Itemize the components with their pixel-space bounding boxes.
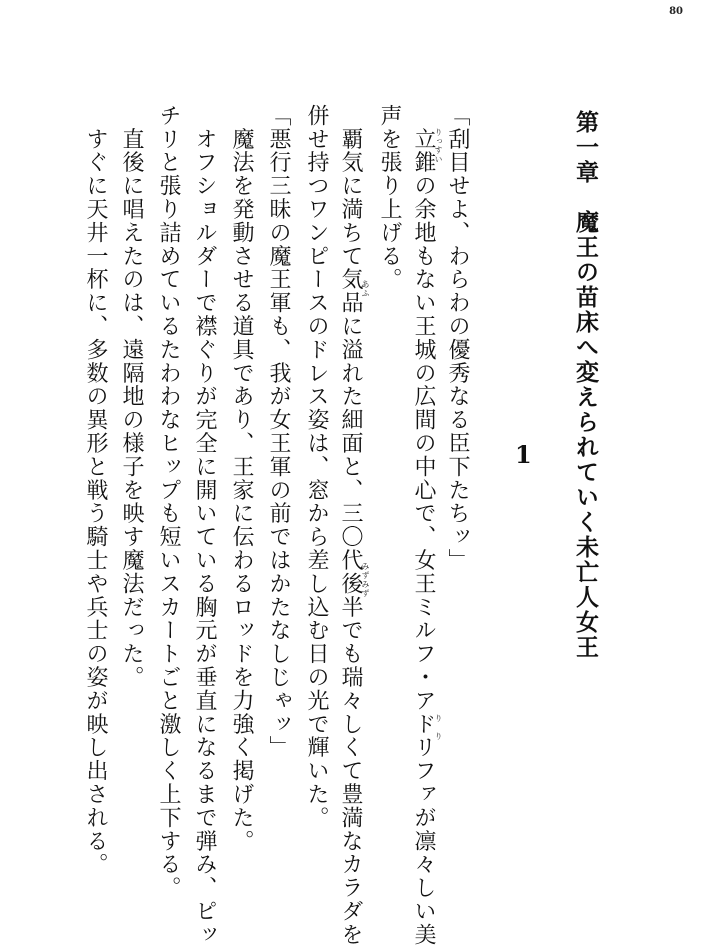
ruby-rissui: りっすい bbox=[434, 128, 443, 164]
text-column-7: 魔法を発動させる道具であり、王家に伝わるロッドを力強く掲げた。 bbox=[229, 104, 254, 853]
text-column-4: 覇気に満ちて気品に溢れた細面と、三〇代後半でも瑞々しくて豊満なカラダを bbox=[338, 104, 363, 946]
ruby-mizumizu: みずみず bbox=[361, 562, 370, 598]
text-column-6: 「悪行三昧の魔王軍も、我が女王軍の前ではかたなしじゃッ」 bbox=[266, 104, 291, 760]
chapter-title: 第一章 魔王の苗床へ変えられていく未亡人女王 bbox=[572, 110, 599, 660]
ruby-afu: あふ bbox=[361, 280, 370, 298]
ruby-riri: り り bbox=[434, 714, 443, 741]
text-column-3: 声を張り上げる。 bbox=[377, 104, 402, 292]
section-number: 1 bbox=[515, 440, 532, 469]
text-column-5: 併せ持つワンピースのドレス姿は、窓から差し込む日の光で輝いた。 bbox=[304, 104, 329, 830]
text-column-10: 直後に唱えたのは、遠隔地の様子を映す魔法だった。 bbox=[119, 104, 144, 689]
text-column-2: 立錐の余地もない王城の広間の中心で、女王ミルフ・アドリファが凛々しい美 bbox=[411, 104, 436, 946]
text-column-9: チリと張り詰めているたわわなヒップも短いスカートごと激しく上下する。 bbox=[156, 104, 181, 900]
text-column-11: すぐに天井一杯に、多数の異形と戦う騎士や兵士の姿が映し出される。 bbox=[83, 104, 108, 877]
page-number: 80 bbox=[669, 6, 683, 17]
text-column-1: 「刮目せよ、わらわの優秀なる臣下たちッ」 bbox=[445, 104, 470, 572]
text-column-8: オフショルダーで襟ぐりが完全に開いている胸元が垂直になるまで弾み、ピッ bbox=[192, 104, 217, 946]
